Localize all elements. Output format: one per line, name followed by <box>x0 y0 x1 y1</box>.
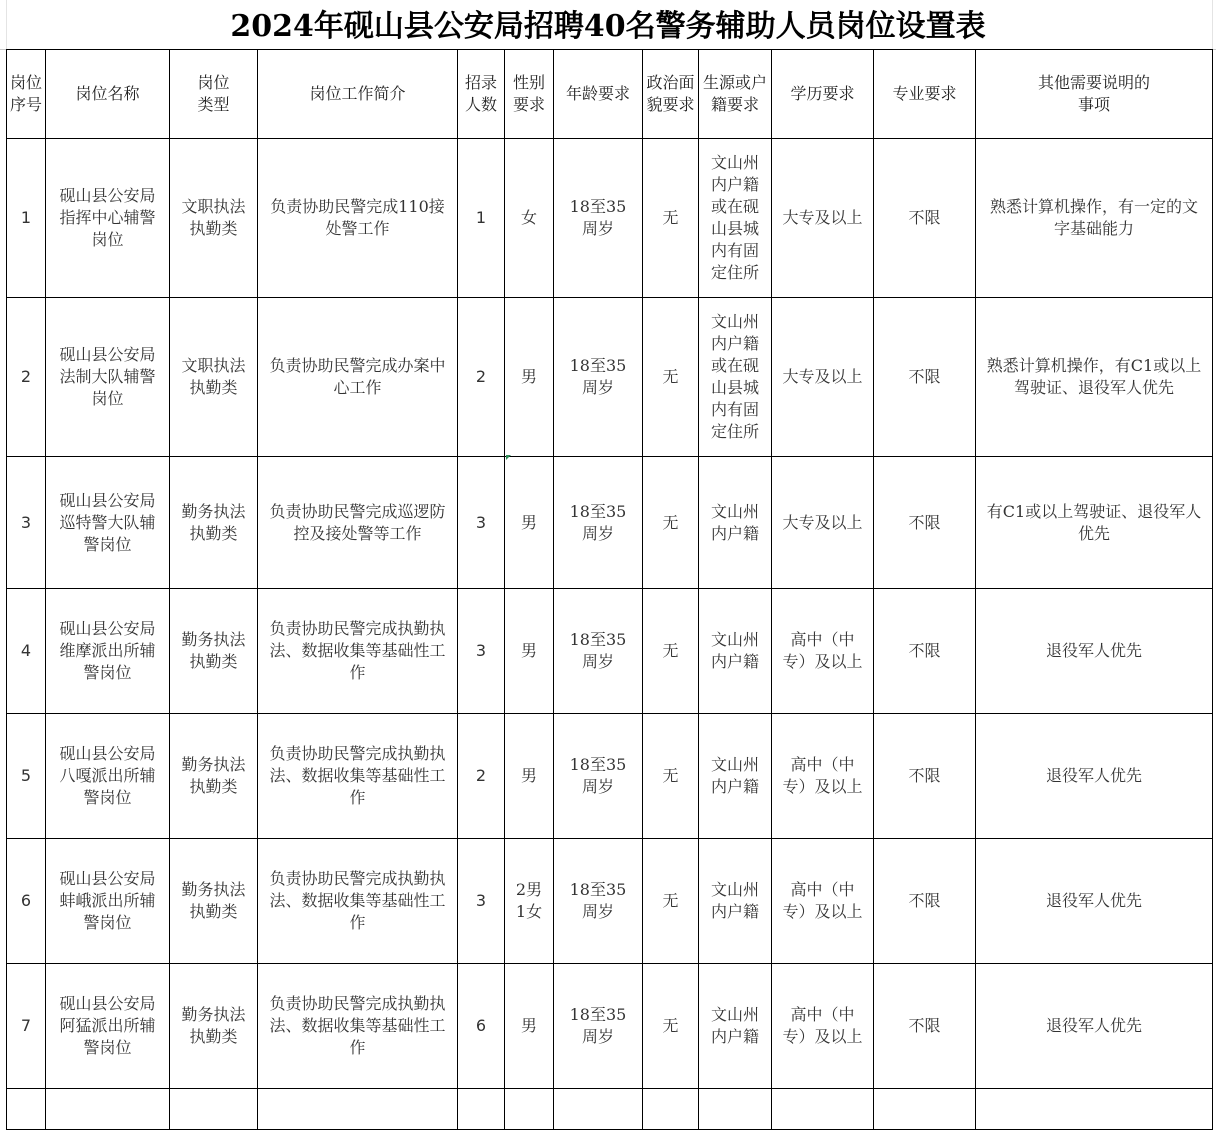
cell-gender: 2男1女 <box>505 839 554 964</box>
header-origin: 生源或户籍要求 <box>699 50 772 139</box>
cell-comment-marker <box>506 455 511 460</box>
table-row <box>7 714 1213 839</box>
header-count: 招录人数 <box>458 50 505 139</box>
cell-major: 不限 <box>874 457 976 589</box>
cell-count: 2 <box>458 714 505 839</box>
cell-gender: 男 <box>505 457 554 589</box>
cell-seq: 2 <box>7 298 46 457</box>
cell-other: 退役军人优先 <box>976 839 1213 964</box>
cell-type: 勤务执法执勤类 <box>170 714 258 839</box>
cell-gender: 男 <box>505 714 554 839</box>
header-gender: 性别要求 <box>505 50 554 139</box>
cell-seq: 7 <box>7 964 46 1089</box>
cell-origin: 文山州内户籍或在砚山县城内有固定住所 <box>699 139 772 298</box>
cell-seq: 3 <box>7 457 46 589</box>
cell-education: 高中（中专）及以上 <box>772 964 874 1089</box>
header-row <box>7 50 1213 139</box>
cell-origin: 文山州内户籍 <box>699 589 772 714</box>
table-row <box>7 457 1213 589</box>
cell-name: 砚山县公安局蚌峨派出所辅警岗位 <box>46 839 170 964</box>
cell-other: 熟悉计算机操作，有C1或以上驾驶证、退役军人优先 <box>976 298 1213 457</box>
cell-type: 勤务执法执勤类 <box>170 589 258 714</box>
cell-major: 不限 <box>874 839 976 964</box>
cell-major: 不限 <box>874 964 976 1089</box>
cell-political: 无 <box>643 589 699 714</box>
cell-count: 3 <box>458 589 505 714</box>
cell-name: 砚山县公安局法制大队辅警岗位 <box>46 298 170 457</box>
cell-type: 勤务执法执勤类 <box>170 964 258 1089</box>
table-row <box>7 839 1213 964</box>
cell-political: 无 <box>643 714 699 839</box>
cell-education: 高中（中专）及以上 <box>772 589 874 714</box>
cell-name: 砚山县公安局阿猛派出所辅警岗位 <box>46 964 170 1089</box>
cell-count: 3 <box>458 457 505 589</box>
table-row <box>7 589 1213 714</box>
cell-education: 大专及以上 <box>772 298 874 457</box>
cell-other: 熟悉计算机操作，有一定的文字基础能力 <box>976 139 1213 298</box>
cell-name: 砚山县公安局巡特警大队辅警岗位 <box>46 457 170 589</box>
cell-origin: 文山州内户籍 <box>699 839 772 964</box>
header-age: 年龄要求 <box>554 50 643 139</box>
cell-age: 18至35周岁 <box>554 589 643 714</box>
cell-other: 有C1或以上驾驶证、退役军人优先 <box>976 457 1213 589</box>
cell-education: 大专及以上 <box>772 457 874 589</box>
cell-gender: 男 <box>505 589 554 714</box>
cell-count: 2 <box>458 298 505 457</box>
table-row <box>7 298 1213 457</box>
cell-other: 退役军人优先 <box>976 964 1213 1089</box>
cell-seq: 6 <box>7 839 46 964</box>
header-name: 岗位名称 <box>46 50 170 139</box>
cell-age: 18至35周岁 <box>554 139 643 298</box>
cell-type: 文职执法执勤类 <box>170 139 258 298</box>
cell-count: 6 <box>458 964 505 1089</box>
header-political: 政治面貌要求 <box>643 50 699 139</box>
cell-age: 18至35周岁 <box>554 714 643 839</box>
cell-count: 3 <box>458 839 505 964</box>
cell-desc: 负责协助民警完成巡逻防控及接处警等工作 <box>258 457 458 589</box>
cell-political: 无 <box>643 139 699 298</box>
cell-name: 砚山县公安局指挥中心辅警岗位 <box>46 139 170 298</box>
cell-major: 不限 <box>874 139 976 298</box>
cell-desc: 负责协助民警完成执勤执法、数据收集等基础性工作 <box>258 714 458 839</box>
page-title: 2024年砚山县公安局招聘40名警务辅助人员岗位设置表 <box>230 9 986 44</box>
cell-political: 无 <box>643 839 699 964</box>
cell-education: 高中（中专）及以上 <box>772 714 874 839</box>
cell-desc: 负责协助民警完成办案中心工作 <box>258 298 458 457</box>
header-desc: 岗位工作简介 <box>258 50 458 139</box>
header-type: 岗位类型 <box>170 50 258 139</box>
cell-seq: 4 <box>7 589 46 714</box>
header-seq: 岗位序号 <box>7 50 46 139</box>
cell-name: 砚山县公安局维摩派出所辅警岗位 <box>46 589 170 714</box>
cell-seq: 5 <box>7 714 46 839</box>
table-row-partial <box>7 1089 1213 1130</box>
cell-type: 勤务执法执勤类 <box>170 457 258 589</box>
cell-name: 砚山县公安局八嘎派出所辅警岗位 <box>46 714 170 839</box>
cell-major: 不限 <box>874 589 976 714</box>
cell-desc: 负责协助民警完成执勤执法、数据收集等基础性工作 <box>258 589 458 714</box>
cell-political: 无 <box>643 964 699 1089</box>
cell-origin: 文山州内户籍或在砚山县城内有固定住所 <box>699 298 772 457</box>
cell-count: 1 <box>458 139 505 298</box>
table-row <box>7 139 1213 298</box>
header-education: 学历要求 <box>772 50 874 139</box>
cell-desc: 负责协助民警完成110接处警工作 <box>258 139 458 298</box>
header-other: 其他需要说明的事项 <box>976 50 1213 139</box>
cell-other: 退役军人优先 <box>976 714 1213 839</box>
cell-type: 勤务执法执勤类 <box>170 839 258 964</box>
cell-education: 大专及以上 <box>772 139 874 298</box>
cell-type: 文职执法执勤类 <box>170 298 258 457</box>
cell-desc: 负责协助民警完成执勤执法、数据收集等基础性工作 <box>258 964 458 1089</box>
cell-age: 18至35周岁 <box>554 964 643 1089</box>
cell-origin: 文山州内户籍 <box>699 714 772 839</box>
cell-gender: 女 <box>505 139 554 298</box>
cell-origin: 文山州内户籍 <box>699 964 772 1089</box>
cell-desc: 负责协助民警完成执勤执法、数据收集等基础性工作 <box>258 839 458 964</box>
cell-age: 18至35周岁 <box>554 298 643 457</box>
cell-major: 不限 <box>874 298 976 457</box>
cell-age: 18至35周岁 <box>554 839 643 964</box>
cell-gender: 男 <box>505 298 554 457</box>
cell-origin: 文山州内户籍 <box>699 457 772 589</box>
cell-political: 无 <box>643 298 699 457</box>
cell-other: 退役军人优先 <box>976 589 1213 714</box>
cell-political: 无 <box>643 457 699 589</box>
cell-seq: 1 <box>7 139 46 298</box>
cell-age: 18至35周岁 <box>554 457 643 589</box>
cell-gender: 男 <box>505 964 554 1089</box>
table-row <box>7 964 1213 1089</box>
cell-major: 不限 <box>874 714 976 839</box>
cell-education: 高中（中专）及以上 <box>772 839 874 964</box>
positions-table <box>6 49 1213 1130</box>
header-major: 专业要求 <box>874 50 976 139</box>
